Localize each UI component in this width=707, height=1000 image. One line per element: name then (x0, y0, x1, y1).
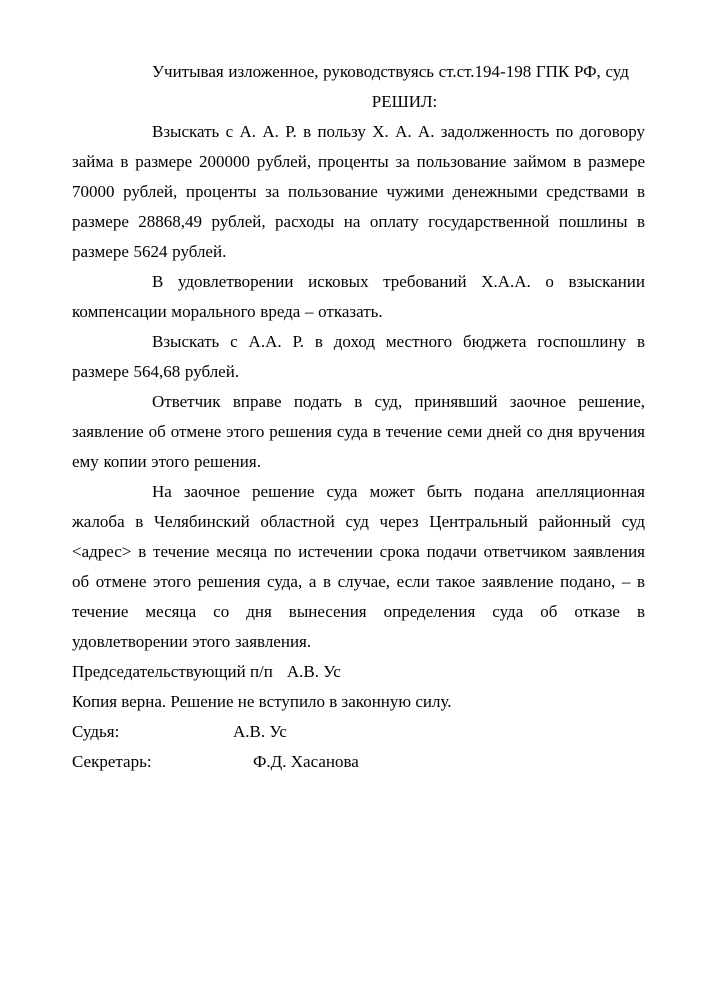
presiding-label: Председательствующий п/п (72, 662, 273, 681)
intro-paragraph: Учитывая изложенное, руководствуясь ст.ст.194-198 ГПК РФ, суд (152, 62, 629, 81)
decision-paragraph-appeal: На заочное решение суда может быть подана апелляционная жалоба в Челябинский областной суд через Центральный районный суд <адрес> в течение месяца по истечении срока подачи ответчиком заявления об отмене этого решения суда, а в случае, если такое заявление подано, – в течение месяца со дня вынесения определения суда об отказе в удовлетворении этого заявления. (72, 482, 645, 651)
signature-row-secretary (72, 747, 645, 777)
copy-note: Копия верна. Решение не вступило в законную силу. (72, 692, 452, 711)
resolution-heading: РЕШИЛ: (371, 92, 438, 111)
signature-label-judge: Судья: (72, 722, 120, 741)
signature-name-secretary: Ф.Д. Хасанова (253, 752, 359, 771)
decision-paragraph-state-duty: Взыскать с А.А. Р. в доход местного бюджета госпошлину в размере 564,68 рублей. (72, 332, 645, 381)
signature-row-judge (72, 717, 645, 747)
decision-paragraph-recovery: Взыскать с А. А. Р. в пользу Х. А. А. задолженность по договору займа в размере 200000 рублей, проценты за пользование займом в размере 70000 рублей, проценты за пользование чужими денежными средствами в размере 28868,49 рублей, расходы на оплату государственной пошлины в размере 5624 рублей. (72, 122, 645, 261)
signature-label-secretary: Секретарь: (72, 752, 152, 771)
decision-paragraph-defendant-rights: Ответчик вправе подать в суд, принявший заочное решение, заявление об отмене этого решения суда в течение семи дней со дня вручения ему копии этого решения. (72, 392, 645, 471)
decision-paragraph-moral-damages: В удовлетворении исковых требований Х.А.А. о взыскании компенсации морального вреда – отказать. (72, 272, 645, 321)
presiding-name: А.В. Ус (286, 662, 341, 681)
presiding-line (72, 657, 645, 687)
signature-name-judge: А.В. Ус (233, 722, 287, 741)
